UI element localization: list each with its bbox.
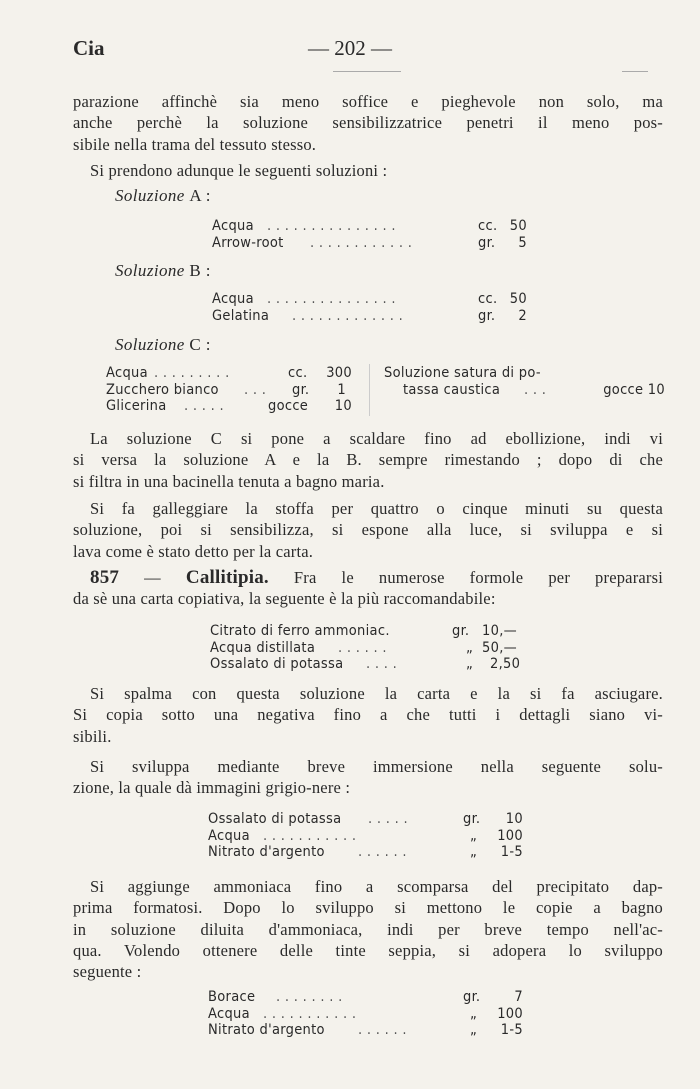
ingredient-row: Acqua distillata . . . . . . „ 50,—	[210, 639, 517, 656]
text-line: da sè una carta copiativa, la seguente è la più raccomandabile:	[73, 589, 496, 609]
text-line: lava come è stato detto per la carta.	[73, 541, 314, 561]
running-head: Cia	[73, 36, 105, 60]
paragraph-4	[73, 498, 663, 562]
paragraph-1	[73, 91, 663, 155]
paragraph-6	[73, 756, 663, 799]
header-rule-short	[622, 71, 648, 72]
text-line: si filtra in una bacinella tenuta a bagno maria.	[73, 471, 385, 491]
text-line: sibili.	[73, 726, 112, 746]
formula-1	[210, 623, 530, 673]
ingredient-row: Nitrato d'argento . . . . . . „ 1-5	[208, 844, 523, 860]
solution-c-label: Soluzione C :	[115, 335, 211, 354]
ingredient-row: Borace . . . . . . . . gr. 7	[208, 989, 523, 1005]
ingredient-row: Acqua . . . . . . . . . . . . . . . cc. 50	[212, 218, 527, 234]
solution-a-ingredients	[212, 218, 527, 251]
text-line: La soluzione C si pone a scaldare fino ad ebollizione, indi vi	[90, 429, 663, 448]
text-line: sibile nella trama del tessuto stesso.	[73, 134, 317, 154]
text-line: seguente :	[73, 962, 142, 982]
text-line: Si prendono adunque le seguenti soluzioni :	[90, 161, 388, 180]
ingredient-row: Ossalato di potassa . . . . „ 2,50	[210, 656, 521, 672]
text-line: Si fa galleggiare la stoffa per quattro o cinque minuti su questa	[90, 499, 663, 518]
ingredient-row: Citrato di ferro ammoniac. gr. 10,—	[210, 623, 517, 639]
formula-2	[208, 811, 523, 861]
text-line: anche perchè la soluzione sensibilizzatrice penetri il meno pos-	[73, 113, 663, 133]
paragraph-7	[73, 876, 663, 982]
ingredient-row: Glicerina . . . . . gocce 10	[106, 398, 352, 414]
text-line: Si sviluppa mediante breve immersione nella seguente solu-	[90, 757, 663, 776]
text-line: qua. Volendo ottenere delle tinte seppia, si adopera lo sviluppo	[73, 940, 663, 960]
ingredient-row: Acqua . . . . . . . . . . . „ 100	[208, 827, 523, 844]
page-number: — 202 —	[308, 36, 392, 60]
ingredient-row: Soluzione satura di po-	[384, 365, 541, 381]
ingredient-row: Zucchero bianco . . . gr. 1	[106, 381, 346, 398]
solution-b-ingredients	[212, 291, 527, 324]
text-line: Si spalma con questa soluzione la carta e la si fa asciugare.	[90, 684, 663, 703]
section-857	[73, 567, 663, 610]
column-divider	[369, 364, 370, 416]
text-line: si versa la soluzione A e la B. sempre rimestando ; dopo di che	[73, 450, 663, 470]
ingredient-row: tassa caustica . . . gocce 10	[403, 381, 665, 398]
ingredient-row: Nitrato d'argento . . . . . . „ 1-5	[208, 1022, 523, 1038]
section-title: Callitipia.	[185, 567, 269, 588]
text-line: Si copia sotto una negativa fino a che tutti i dettagli siano vi-	[73, 705, 663, 725]
paragraph-2	[73, 160, 663, 181]
text-line: in soluzione diluita d'ammoniaca, indi per breve tempo nell'ac-	[73, 919, 663, 939]
section-heading-line: 857 — Callitipia. Fra le numerose formole per prepararsi	[90, 567, 664, 588]
section-number: 857	[90, 567, 120, 588]
text-line: soluzione, poi si sensibilizza, si espone alla luce, si sviluppa e si	[73, 520, 663, 540]
formula-3	[208, 989, 523, 1039]
ingredient-row: Acqua . . . . . . . . . cc. 300	[106, 365, 352, 381]
ingredient-row: Gelatina . . . . . . . . . . . . . gr. 2	[212, 307, 527, 324]
text-line: prima formatosi. Dopo lo sviluppo si mettono le copie a bagno	[73, 898, 663, 918]
text-line: parazione affinchè sia meno soffice e pieghevole non solo, ma	[73, 92, 663, 111]
paragraph-3	[73, 428, 663, 492]
solution-b-label: Soluzione B :	[115, 261, 211, 280]
ingredient-row: Ossalato di potassa . . . . . gr. 10	[208, 811, 523, 827]
text-line: zione, la quale dà immagini grigio-nere :	[73, 778, 351, 798]
header-rule	[333, 71, 401, 72]
ingredient-row: Acqua . . . . . . . . . . . „ 100	[208, 1005, 523, 1022]
ingredient-row: Acqua . . . . . . . . . . . . . . . cc. 50	[212, 291, 527, 307]
paragraph-5	[73, 683, 663, 747]
solution-c-ingredients-left	[106, 365, 352, 415]
ingredient-row: Arrow-root . . . . . . . . . . . . gr. 5	[212, 234, 527, 251]
text-line: Si aggiunge ammoniaca fino a scomparsa del precipitato dap-	[90, 877, 663, 896]
solution-c-ingredients-right	[384, 365, 665, 398]
solution-a-label: Soluzione A :	[115, 186, 211, 205]
